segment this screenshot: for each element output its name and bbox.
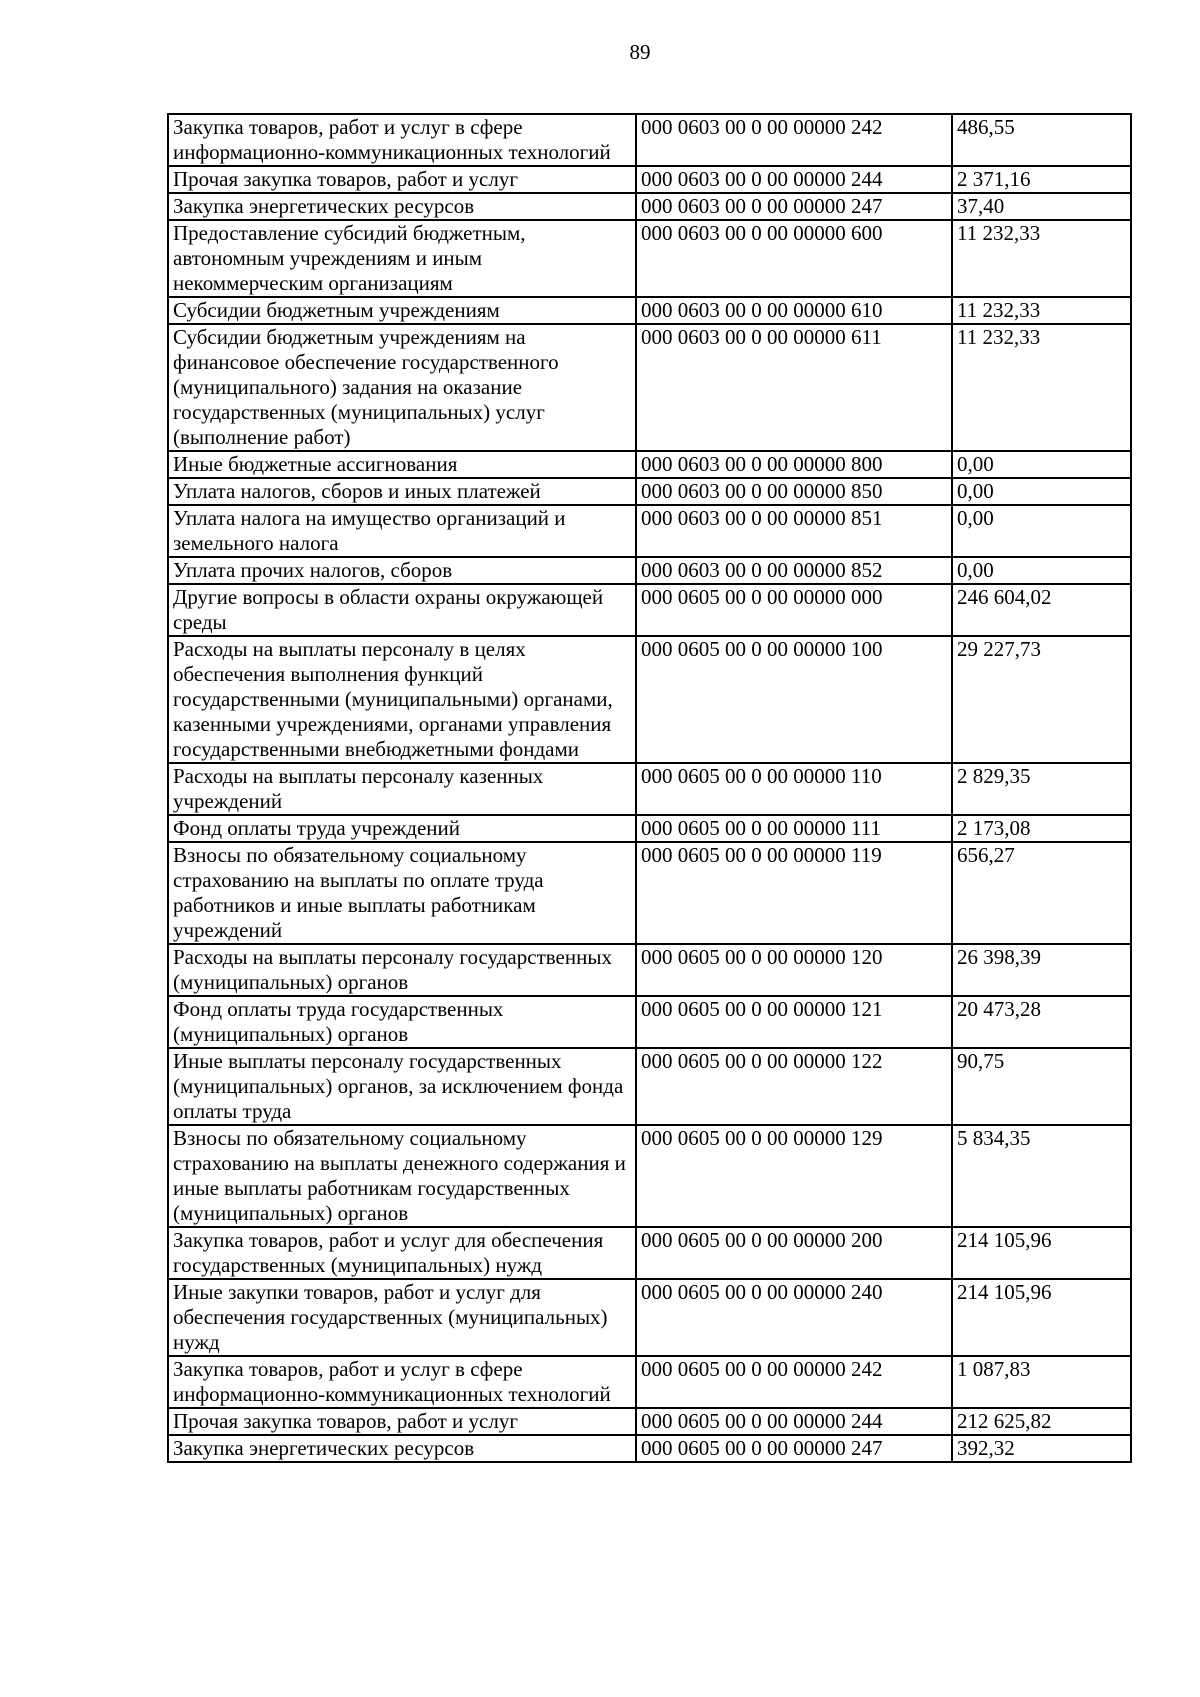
table-row: [168, 114, 1131, 166]
expense-name-cell: Уплата налога на имущество организаций и земельного налога: [168, 505, 636, 557]
classification-code-cell: 000 0605 00 0 00 00000 240: [636, 1279, 952, 1356]
expense-name-cell: Иные бюджетные ассигнования: [168, 451, 636, 478]
budget-table-body: [168, 114, 1131, 1462]
amount-cell: 214 105,96: [952, 1227, 1131, 1279]
amount-cell: 1 087,83: [952, 1356, 1131, 1408]
table-row: [168, 1048, 1131, 1125]
expense-name-cell: Закупка товаров, работ и услуг в сфере информационно-коммуникационных технологий: [168, 1356, 636, 1408]
amount-cell: 2 173,08: [952, 815, 1131, 842]
amount-cell: 0,00: [952, 557, 1131, 584]
expense-name-cell: Закупка товаров, работ и услуг для обеспечения государственных (муниципальных) нужд: [168, 1227, 636, 1279]
amount-cell: 11 232,33: [952, 220, 1131, 297]
expense-name-cell: Закупка энергетических ресурсов: [168, 1435, 636, 1462]
amount-cell: 2 829,35: [952, 763, 1131, 815]
table-row: [168, 478, 1131, 505]
expense-name-cell: Уплата прочих налогов, сборов: [168, 557, 636, 584]
amount-cell: 5 834,35: [952, 1125, 1131, 1227]
table-row: [168, 996, 1131, 1048]
expense-name-cell: Фонд оплаты труда учреждений: [168, 815, 636, 842]
amount-cell: 0,00: [952, 478, 1131, 505]
classification-code-cell: 000 0603 00 0 00 00000 851: [636, 505, 952, 557]
expense-name-cell: Предоставление субсидий бюджетным, автономным учреждениям и иным некоммерческим организациям: [168, 220, 636, 297]
classification-code-cell: 000 0605 00 0 00 00000 200: [636, 1227, 952, 1279]
amount-cell: 246 604,02: [952, 584, 1131, 636]
classification-code-cell: 000 0603 00 0 00 00000 611: [636, 324, 952, 451]
classification-code-cell: 000 0603 00 0 00 00000 800: [636, 451, 952, 478]
expense-name-cell: Закупка товаров, работ и услуг в сфере информационно-коммуникационных технологий: [168, 114, 636, 166]
page-number: 89: [629, 40, 651, 64]
table-row: [168, 557, 1131, 584]
classification-code-cell: 000 0605 00 0 00 00000 247: [636, 1435, 952, 1462]
table-row: [168, 505, 1131, 557]
expense-name-cell: Расходы на выплаты персоналу казенных учреждений: [168, 763, 636, 815]
table-row: [168, 1227, 1131, 1279]
expense-name-cell: Субсидии бюджетным учреждениям на финансовое обеспечение государственного (муниципального) задания на оказание государственных (муниципальных) услуг (выполнение работ): [168, 324, 636, 451]
amount-cell: 2 371,16: [952, 166, 1131, 193]
classification-code-cell: 000 0605 00 0 00 00000 121: [636, 996, 952, 1048]
expense-name-cell: Расходы на выплаты персоналу государственных (муниципальных) органов: [168, 944, 636, 996]
classification-code-cell: 000 0603 00 0 00 00000 850: [636, 478, 952, 505]
classification-code-cell: 000 0603 00 0 00 00000 610: [636, 297, 952, 324]
classification-code-cell: 000 0605 00 0 00 00000 120: [636, 944, 952, 996]
amount-cell: 392,32: [952, 1435, 1131, 1462]
classification-code-cell: 000 0605 00 0 00 00000 000: [636, 584, 952, 636]
table-row: [168, 584, 1131, 636]
expense-name-cell: Взносы по обязательному социальному страхованию на выплаты по оплате труда работников и иные выплаты работникам учреждений: [168, 842, 636, 944]
amount-cell: 37,40: [952, 193, 1131, 220]
expense-name-cell: Уплата налогов, сборов и иных платежей: [168, 478, 636, 505]
table-row: [168, 1125, 1131, 1227]
classification-code-cell: 000 0605 00 0 00 00000 129: [636, 1125, 952, 1227]
classification-code-cell: 000 0603 00 0 00 00000 247: [636, 193, 952, 220]
expense-name-cell: Прочая закупка товаров, работ и услуг: [168, 166, 636, 193]
classification-code-cell: 000 0605 00 0 00 00000 242: [636, 1356, 952, 1408]
table-row: [168, 815, 1131, 842]
table-row: [168, 636, 1131, 763]
amount-cell: 656,27: [952, 842, 1131, 944]
table-row: [168, 220, 1131, 297]
classification-code-cell: 000 0605 00 0 00 00000 122: [636, 1048, 952, 1125]
table-row: [168, 166, 1131, 193]
expense-name-cell: Фонд оплаты труда государственных (муниципальных) органов: [168, 996, 636, 1048]
amount-cell: 214 105,96: [952, 1279, 1131, 1356]
amount-cell: 20 473,28: [952, 996, 1131, 1048]
amount-cell: 0,00: [952, 505, 1131, 557]
classification-code-cell: 000 0603 00 0 00 00000 600: [636, 220, 952, 297]
table-row: [168, 324, 1131, 451]
table-row: [168, 451, 1131, 478]
classification-code-cell: 000 0605 00 0 00 00000 244: [636, 1408, 952, 1435]
classification-code-cell: 000 0605 00 0 00 00000 100: [636, 636, 952, 763]
table-row: [168, 297, 1131, 324]
amount-cell: 29 227,73: [952, 636, 1131, 763]
classification-code-cell: 000 0605 00 0 00 00000 111: [636, 815, 952, 842]
amount-cell: 11 232,33: [952, 324, 1131, 451]
classification-code-cell: 000 0605 00 0 00 00000 110: [636, 763, 952, 815]
table-row: [168, 944, 1131, 996]
expense-name-cell: Закупка энергетических ресурсов: [168, 193, 636, 220]
expense-name-cell: Расходы на выплаты персоналу в целях обеспечения выполнения функций государственными (муниципальными) органами, казенными учреждениями, органами управления государственными внебюджетными фондами: [168, 636, 636, 763]
table-row: [168, 1435, 1131, 1462]
expense-name-cell: Иные выплаты персоналу государственных (муниципальных) органов, за исключением фонда оплаты труда: [168, 1048, 636, 1125]
amount-cell: 486,55: [952, 114, 1131, 166]
classification-code-cell: 000 0603 00 0 00 00000 242: [636, 114, 952, 166]
table-row: [168, 1408, 1131, 1435]
amount-cell: 11 232,33: [952, 297, 1131, 324]
expense-name-cell: Субсидии бюджетным учреждениям: [168, 297, 636, 324]
amount-cell: 90,75: [952, 1048, 1131, 1125]
amount-cell: 212 625,82: [952, 1408, 1131, 1435]
expense-name-cell: Иные закупки товаров, работ и услуг для обеспечения государственных (муниципальных) нужд: [168, 1279, 636, 1356]
table-row: [168, 1356, 1131, 1408]
amount-cell: 26 398,39: [952, 944, 1131, 996]
budget-table: [167, 113, 1132, 1463]
table-row: [168, 763, 1131, 815]
expense-name-cell: Взносы по обязательному социальному страхованию на выплаты денежного содержания и иные выплаты работникам государственных (муниципальных) органов: [168, 1125, 636, 1227]
classification-code-cell: 000 0605 00 0 00 00000 119: [636, 842, 952, 944]
amount-cell: 0,00: [952, 451, 1131, 478]
classification-code-cell: 000 0603 00 0 00 00000 852: [636, 557, 952, 584]
table-row: [168, 1279, 1131, 1356]
table-row: [168, 193, 1131, 220]
expense-name-cell: Прочая закупка товаров, работ и услуг: [168, 1408, 636, 1435]
expense-name-cell: Другие вопросы в области охраны окружающей среды: [168, 584, 636, 636]
table-row: [168, 842, 1131, 944]
classification-code-cell: 000 0603 00 0 00 00000 244: [636, 166, 952, 193]
